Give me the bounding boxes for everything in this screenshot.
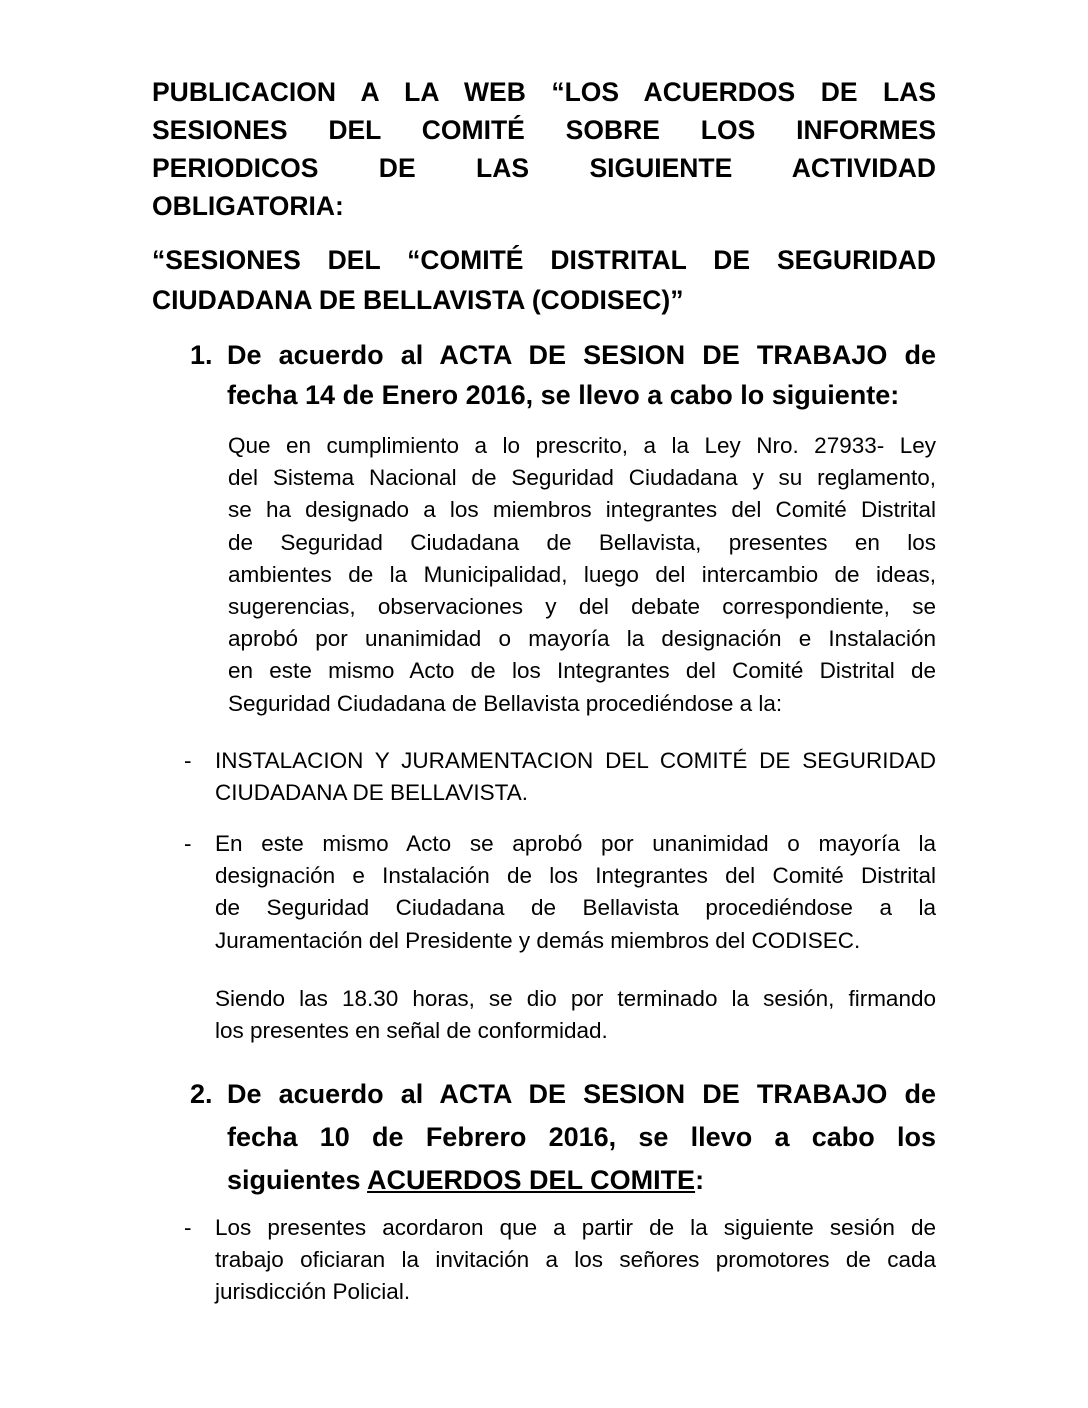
closing-line: los presentes en señal de conformidad. [215, 1018, 608, 1044]
bullet-line: de Seguridad Ciudadana de Bellavista procediéndose a la [215, 895, 936, 921]
title-line: SESIONES DEL COMITÉ SOBRE LOS INFORMES [152, 115, 936, 145]
item-number: 1. [190, 340, 213, 370]
item-2-prefix: siguientes [227, 1165, 368, 1195]
bullet-line: designación e Instalación de los Integrantes del Comité Distrital [215, 863, 936, 889]
document-subtitle [152, 240, 936, 320]
bullet-line: trabajo oficiaran la invitación a los señores promotores de cada [215, 1247, 936, 1273]
subtitle-line: CIUDADANA DE BELLAVISTA (CODISEC)” [152, 285, 684, 315]
title-line: PUBLICACION A LA WEB “LOS ACUERDOS DE LAS [152, 77, 936, 107]
bullet-line: jurisdicción Policial. [215, 1279, 411, 1305]
paragraph-line: de Seguridad Ciudadana de Bellavista, presentes en los [228, 529, 936, 555]
bullet-dash: - [184, 1215, 192, 1240]
acuerdos-underlined: ACUERDOS DEL COMITE [367, 1165, 696, 1195]
item-2-line: De acuerdo al ACTA DE SESION DE TRABAJO de [227, 1079, 936, 1109]
bullet-item [215, 828, 936, 957]
title-line: OBLIGATORIA: [152, 191, 344, 221]
item-1-closing [215, 983, 936, 1047]
document-title [152, 73, 936, 225]
bullet-line: En este mismo Acto se aprobó por unanimidad o mayoría la [215, 831, 936, 856]
paragraph-line: Seguridad Ciudadana de Bellavista procediéndose a la: [228, 690, 783, 716]
bullet-line: Juramentación del Presidente y demás miembros del CODISEC. [215, 927, 861, 953]
paragraph-line: se ha designado a los miembros integrantes del Comité Distrital [228, 497, 936, 523]
item-1-text [227, 335, 936, 415]
bullet-line: INSTALACION Y JURAMENTACION DEL COMITÉ DE SEGURIDAD [215, 748, 936, 773]
closing-line: Siendo las 18.30 horas, se dio por terminado la sesión, firmando [215, 986, 936, 1011]
bullet-dash: - [184, 748, 192, 773]
bullet-item [215, 745, 936, 809]
item-1-paragraph [228, 430, 936, 720]
paragraph-line: del Sistema Nacional de Seguridad Ciudadana y su reglamento, [228, 465, 936, 491]
paragraph-line: en este mismo Acto de los Integrantes del Comité Distrital de [228, 658, 936, 684]
item-number: 2. [190, 1079, 213, 1109]
paragraph-line: ambientes de la Municipalidad, luego del intercambio de ideas, [228, 561, 936, 587]
item-2-suffix: : [695, 1165, 705, 1195]
bullet-line: Los presentes acordaron que a partir de la siguiente sesión de [215, 1215, 936, 1240]
paragraph-line: aprobó por unanimidad o mayoría la designación e Instalación [228, 626, 936, 652]
subtitle-line: “SESIONES DEL “COMITÉ DISTRITAL DE SEGURIDAD [152, 245, 936, 275]
title-line: PERIODICOS DE LAS SIGUIENTE ACTIVIDAD [152, 153, 936, 183]
bullet-dash: - [184, 831, 192, 856]
bullet-item [215, 1212, 936, 1309]
paragraph-line: Que en cumplimiento a lo prescrito, a la Ley Nro. 27933- Ley [228, 433, 936, 458]
item-2-line: fecha 10 de Febrero 2016, se llevo a cabo los [227, 1122, 936, 1152]
item-2-line-last [227, 1159, 936, 1202]
item-1-line: fecha 14 de Enero 2016, se llevo a cabo lo siguiente: [227, 380, 900, 410]
item-1-line: De acuerdo al ACTA DE SESION DE TRABAJO de [227, 340, 936, 370]
paragraph-line: sugerencias, observaciones y del debate correspondiente, se [228, 594, 936, 620]
bullet-line: CIUDADANA DE BELLAVISTA. [215, 780, 529, 806]
item-2-text [227, 1073, 936, 1202]
